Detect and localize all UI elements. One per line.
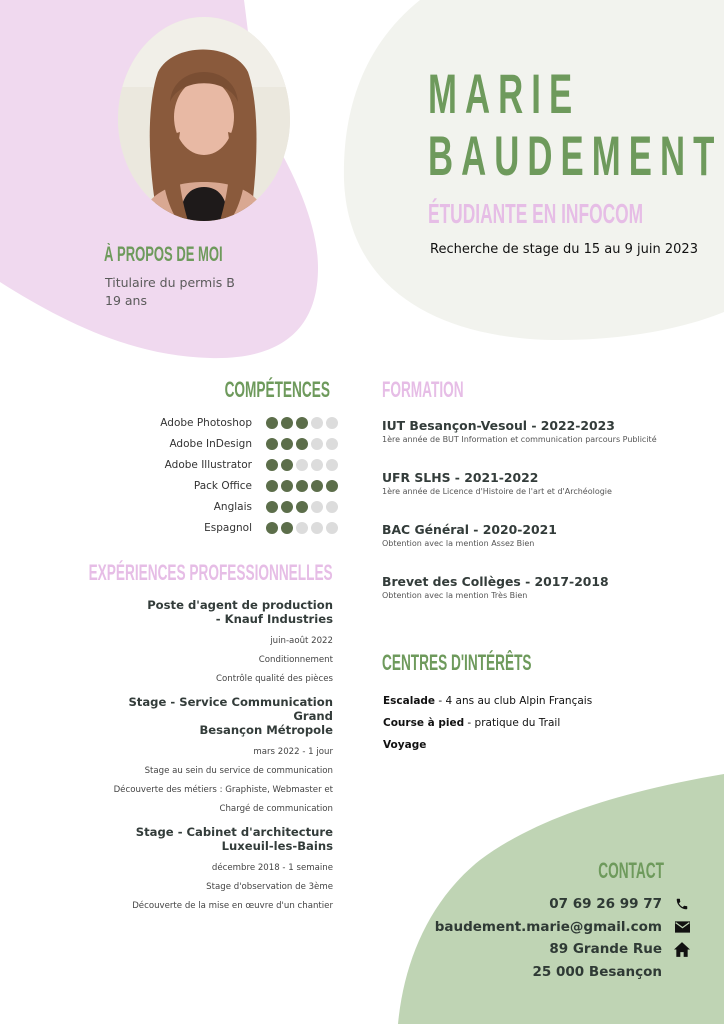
experience-item xyxy=(90,598,333,689)
about-heading: À PROPOS DE MOI xyxy=(104,243,223,266)
experience-title xyxy=(90,598,333,626)
first-name: MARIE xyxy=(428,62,581,125)
experience-detail: Découverte des métiers : Graphiste, Webmaster et xyxy=(113,785,333,795)
skill-row xyxy=(100,454,340,475)
interest-item xyxy=(383,690,592,712)
formation-item xyxy=(382,573,702,602)
home-icon xyxy=(674,941,690,957)
empty-dot-icon xyxy=(296,522,308,534)
experience-detail: Stage d'observation de 3ème xyxy=(206,882,333,892)
internship-search-text: Recherche de stage du 15 au 9 juin 2023 xyxy=(430,242,698,257)
experience-title xyxy=(90,825,333,853)
skill-name: Adobe Illustrator xyxy=(164,458,252,471)
formation-item xyxy=(382,521,702,550)
about-line: 19 ans xyxy=(105,293,147,308)
experience-title-line: Luxeuil-les-Bains xyxy=(221,839,333,853)
empty-dot-icon xyxy=(311,522,323,534)
experience-detail: Contrôle qualité des pièces xyxy=(216,674,333,684)
contact-email-row xyxy=(435,916,690,939)
filled-dot-icon xyxy=(281,438,293,450)
skills-list xyxy=(100,412,340,538)
skill-level-dots xyxy=(266,501,340,513)
filled-dot-icon xyxy=(311,480,323,492)
formation-item xyxy=(382,469,702,498)
filled-dot-icon xyxy=(281,417,293,429)
skill-row xyxy=(100,496,340,517)
skill-name: Espagnol xyxy=(204,521,252,534)
skill-level-dots xyxy=(266,522,340,534)
filled-dot-icon xyxy=(266,417,278,429)
formation-title: UFR SLHS - 2021-2022 xyxy=(382,470,539,485)
filled-dot-icon xyxy=(281,522,293,534)
skill-row xyxy=(100,412,340,433)
filled-dot-icon xyxy=(281,501,293,513)
experience-item xyxy=(90,695,333,819)
skill-name: Adobe Photoshop xyxy=(160,416,252,429)
filled-dot-icon xyxy=(266,480,278,492)
interests-list xyxy=(383,690,592,756)
experience-heading: EXPÉRIENCES PROFESSIONNELLES xyxy=(88,560,333,585)
formation-description: Obtention avec la mention Très Bien xyxy=(382,591,528,600)
filled-dot-icon xyxy=(281,459,293,471)
interest-item xyxy=(383,712,592,734)
experience-title-line: Poste d'agent de production xyxy=(147,598,333,612)
experience-detail: Découverte de la mise en œuvre d'un chantier xyxy=(132,901,333,911)
experience-title-line: Stage - Service Communication Grand xyxy=(128,695,333,723)
empty-dot-icon xyxy=(311,459,323,471)
formation-list xyxy=(382,417,702,625)
skill-row xyxy=(100,517,340,538)
interest-name: Course à pied xyxy=(383,717,465,729)
experience-detail: juin-août 2022 xyxy=(270,636,333,646)
filled-dot-icon xyxy=(296,438,308,450)
contact-city-row xyxy=(435,961,690,984)
envelope-icon xyxy=(674,919,690,935)
address-street: 89 Grande Rue xyxy=(549,941,662,958)
filled-dot-icon xyxy=(296,417,308,429)
interests-heading: CENTRES D'INTÉRÊTS xyxy=(382,650,532,675)
formation-description: Obtention avec la mention Assez Bien xyxy=(382,539,535,548)
empty-dot-icon xyxy=(326,501,338,513)
experience-title-line: Besançon Métropole xyxy=(199,723,333,737)
about-text xyxy=(105,274,235,310)
interest-detail: - 4 ans au club Alpin Français xyxy=(435,695,593,707)
contact-heading: CONTACT xyxy=(598,858,664,883)
skill-row xyxy=(100,475,340,496)
interest-name: Voyage xyxy=(383,739,427,751)
empty-dot-icon xyxy=(326,522,338,534)
experience-detail: mars 2022 - 1 jour xyxy=(253,747,333,757)
filled-dot-icon xyxy=(266,438,278,450)
profile-photo xyxy=(118,17,290,221)
contact-phone-row xyxy=(435,893,690,916)
empty-dot-icon xyxy=(326,417,338,429)
formation-title: BAC Général - 2020-2021 xyxy=(382,522,557,537)
contact-block xyxy=(435,893,690,983)
filled-dot-icon xyxy=(266,501,278,513)
empty-dot-icon xyxy=(326,459,338,471)
experience-item xyxy=(90,825,333,916)
portrait-illustration xyxy=(118,17,290,221)
last-name: BAUDEMENT xyxy=(428,124,723,187)
experience-title xyxy=(90,695,333,737)
skill-level-dots xyxy=(266,417,340,429)
experience-detail: décembre 2018 - 1 semaine xyxy=(211,863,333,873)
skill-level-dots xyxy=(266,459,340,471)
experience-detail: Stage au sein du service de communication xyxy=(144,766,333,776)
empty-dot-icon xyxy=(326,438,338,450)
email-address[interactable]: baudement.marie@gmail.com xyxy=(434,918,662,935)
formation-description: 1ère année de BUT Information et communication parcours Publicité xyxy=(382,435,657,444)
interest-name: Escalade xyxy=(383,695,436,707)
filled-dot-icon xyxy=(266,459,278,471)
interest-item xyxy=(383,734,592,756)
filled-dot-icon xyxy=(266,522,278,534)
empty-dot-icon xyxy=(311,438,323,450)
experience-detail: Chargé de communication xyxy=(219,804,333,814)
empty-dot-icon xyxy=(296,459,308,471)
filled-dot-icon xyxy=(296,480,308,492)
formation-title: Brevet des Collèges - 2017-2018 xyxy=(382,574,609,589)
skill-name: Anglais xyxy=(213,500,252,513)
experience-list xyxy=(90,598,333,922)
filled-dot-icon xyxy=(326,480,338,492)
empty-dot-icon xyxy=(311,501,323,513)
skill-level-dots xyxy=(266,480,340,492)
experience-detail: Conditionnement xyxy=(258,655,333,665)
filled-dot-icon xyxy=(296,501,308,513)
experience-title-line: - Knauf Industries xyxy=(215,612,333,626)
formation-heading: FORMATION xyxy=(382,377,464,402)
filled-dot-icon xyxy=(281,480,293,492)
phone-icon xyxy=(674,896,690,912)
interest-detail: - pratique du Trail xyxy=(464,717,561,729)
job-subtitle: ÉTUDIANTE EN INFOCOM xyxy=(428,198,644,229)
skill-level-dots xyxy=(266,438,340,450)
formation-item xyxy=(382,417,702,446)
skill-row xyxy=(100,433,340,454)
empty-dot-icon xyxy=(311,417,323,429)
experience-title-line: Stage - Cabinet d'architecture xyxy=(135,825,333,839)
skill-name: Adobe InDesign xyxy=(169,437,252,450)
address-city: 25 000 Besançon xyxy=(532,963,662,980)
formation-description: 1ère année de Licence d'Histoire de l'art et d'Archéologie xyxy=(382,487,612,496)
skills-heading: COMPÉTENCES xyxy=(224,377,330,402)
contact-address-row xyxy=(435,938,690,961)
phone-number[interactable]: 07 69 26 99 77 xyxy=(549,896,662,913)
formation-title: IUT Besançon-Vesoul - 2022-2023 xyxy=(382,418,615,433)
about-line: Titulaire du permis B xyxy=(105,275,235,290)
skill-name: Pack Office xyxy=(193,479,252,492)
